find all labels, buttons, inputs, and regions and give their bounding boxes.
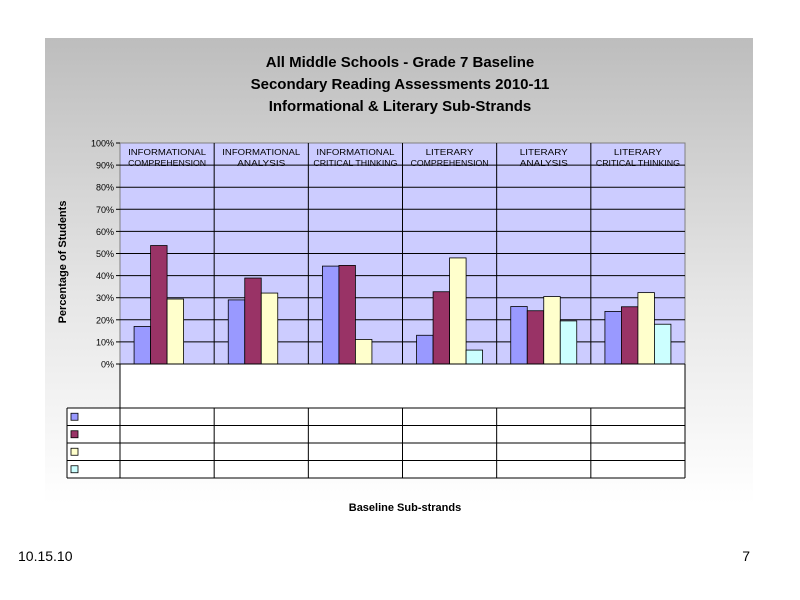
y-tick-label: 90%	[95, 160, 114, 171]
inner-category-label: COMPREHENSION	[410, 158, 489, 168]
footer-date: 10.15.10	[18, 548, 73, 564]
bar-level-4	[466, 350, 483, 364]
bar-level-1	[134, 326, 151, 364]
y-tick-label: 60%	[95, 226, 114, 237]
legend-key	[71, 413, 78, 420]
y-tick-label: 30%	[95, 293, 114, 304]
legend-key	[71, 466, 78, 473]
chart-title: Informational & Literary Sub-Strands	[268, 98, 532, 115]
inner-category-label: INFORMATIONAL	[316, 147, 395, 157]
inner-category-label: INFORMATIONAL	[222, 147, 301, 157]
inner-category-label: ANALYSIS	[237, 158, 286, 168]
inner-category-label: COMPREHENSION	[128, 158, 207, 168]
x-axis-label: Baseline Sub-strands	[348, 502, 462, 514]
inner-category-label: LITERARY	[613, 147, 663, 157]
y-tick-label: 70%	[95, 204, 114, 215]
bar-level-4	[654, 324, 671, 364]
legend-key	[71, 431, 78, 438]
bar-level-1	[228, 300, 245, 364]
inner-category-label: INFORMATIONAL	[128, 147, 207, 157]
bar-level-3	[544, 297, 561, 364]
chart-title: Secondary Reading Assessments 2010-11	[250, 76, 550, 93]
bar-level-4	[560, 321, 577, 364]
category-row	[120, 364, 685, 408]
bar-level-1	[605, 311, 622, 364]
bar-level-3	[167, 299, 184, 364]
inner-category-label: LITERARY	[519, 147, 569, 157]
y-tick-label: 80%	[95, 182, 114, 193]
bar-level-3	[355, 339, 372, 364]
bar-level-2	[527, 311, 544, 364]
y-axis-label: Percentage of Students	[57, 200, 69, 324]
bar-level-1	[322, 266, 339, 364]
bar-level-2	[245, 278, 262, 364]
y-tick-label: 0%	[100, 359, 114, 370]
bar-level-3	[638, 293, 655, 364]
inner-category-label: LITERARY	[425, 147, 474, 157]
page-number: 7	[742, 548, 750, 564]
bar-level-1	[511, 307, 528, 364]
y-tick-label: 100%	[90, 138, 114, 149]
y-tick-label: 20%	[95, 315, 114, 326]
bar-level-1	[417, 335, 434, 364]
bar-level-2	[621, 307, 638, 364]
inner-category-label: CRITICAL THINKING	[595, 158, 681, 168]
bar-level-2	[151, 246, 168, 364]
bar-level-3	[450, 258, 467, 364]
y-tick-label: 50%	[95, 249, 114, 259]
bar-level-2	[339, 265, 356, 364]
bar-level-2	[433, 292, 450, 364]
bar-level-3	[261, 293, 278, 364]
inner-category-label: CRITICAL THINKING	[313, 158, 398, 168]
legend-key	[71, 448, 78, 455]
inner-category-label: ANALYSIS	[519, 158, 569, 168]
y-tick-label: 40%	[95, 271, 114, 282]
y-tick-label: 10%	[95, 337, 114, 348]
chart-title: All Middle Schools - Grade 7 Baseline	[265, 54, 535, 71]
